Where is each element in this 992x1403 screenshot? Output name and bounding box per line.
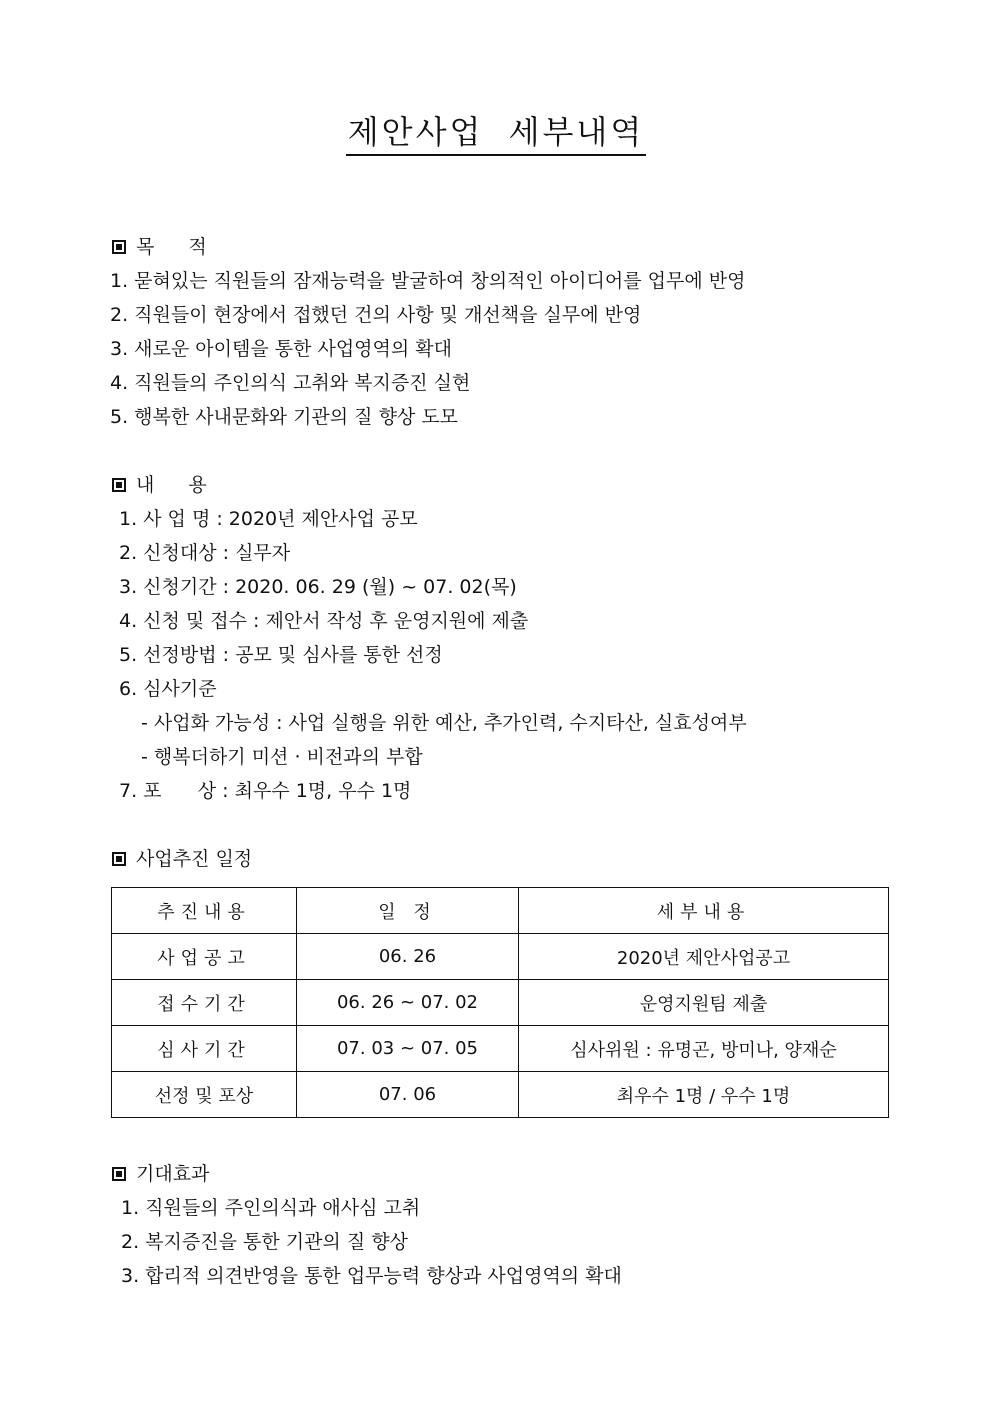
effects-list — [121, 1191, 622, 1293]
section-heading-schedule — [112, 846, 252, 872]
square-bullet-icon — [112, 478, 126, 492]
square-bullet-icon — [112, 1167, 126, 1181]
square-bullet-icon — [112, 240, 126, 254]
table-row — [112, 934, 889, 980]
list-item: 7. 포 상 : 최우수 1명, 우수 1명 — [119, 780, 412, 802]
square-bullet-icon — [112, 852, 126, 866]
section-title-effects: 기대효과 — [136, 1163, 210, 1185]
table-cell: 2020년 제안사업공고 — [519, 934, 889, 980]
table-row — [112, 1072, 889, 1118]
document-title: 제안사업 세부내역 — [346, 112, 646, 156]
table-cell: 07. 06 — [297, 1072, 519, 1118]
table-cell: 06. 26 — [297, 934, 519, 980]
list-item: 3. 새로운 아이템을 통한 사업영역의 확대 — [110, 338, 452, 360]
table-cell: 심사기간 — [112, 1026, 297, 1072]
list-item: 1. 묻혀있는 직원들의 잠재능력을 발굴하여 창의적인 아이디어를 업무에 반영 — [110, 270, 746, 292]
table-cell: 운영지원팀 제출 — [519, 980, 889, 1026]
section-heading-effects — [112, 1161, 209, 1187]
column-header: 추진내용 — [112, 888, 297, 934]
list-item: 6. 심사기준 — [119, 678, 217, 700]
document-title-block — [0, 112, 992, 156]
list-item: 1. 직원들의 주인의식과 애사심 고취 — [121, 1197, 421, 1219]
section-title-purpose: 목 적 — [136, 236, 221, 258]
section-heading-purpose — [112, 234, 221, 260]
table-header-row — [112, 888, 889, 934]
purpose-list — [110, 264, 745, 434]
section-heading-content — [112, 472, 221, 498]
list-item: 2. 복지증진을 통한 기관의 질 향상 — [121, 1231, 408, 1253]
table-cell: 07. 03 ~ 07. 05 — [297, 1026, 519, 1072]
section-title-content: 내 용 — [136, 474, 221, 496]
list-item: 3. 신청기간 : 2020. 06. 29 (월) ~ 07. 02(목) — [119, 576, 517, 598]
column-header: 세부내용 — [519, 888, 889, 934]
table-row — [112, 1026, 889, 1072]
table-cell: 06. 26 ~ 07. 02 — [297, 980, 519, 1026]
table-cell: 접수기간 — [112, 980, 297, 1026]
schedule-table — [111, 887, 889, 1118]
column-header: 일 정 — [297, 888, 519, 934]
content-list — [119, 502, 747, 808]
list-item: 5. 행복한 사내문화와 기관의 질 향상 도모 — [110, 406, 459, 428]
list-item: 1. 사 업 명 : 2020년 제안사업 공모 — [119, 508, 418, 530]
table-cell: 선정 및 포상 — [112, 1072, 297, 1118]
table-cell: 최우수 1명 / 우수 1명 — [519, 1072, 889, 1118]
section-title-schedule: 사업추진 일정 — [136, 848, 253, 870]
list-item: 4. 직원들의 주인의식 고취와 복지증진 실현 — [110, 372, 471, 394]
list-subitem: - 행복더하기 미션 · 비전과의 부합 — [141, 746, 423, 768]
table-cell: 사업공고 — [112, 934, 297, 980]
list-item: 2. 직원들이 현장에서 접했던 건의 사항 및 개선책을 실무에 반영 — [110, 304, 642, 326]
list-item: 4. 신청 및 접수 : 제안서 작성 후 운영지원에 제출 — [119, 610, 529, 632]
table-cell: 심사위원 : 유명곤, 방미나, 양재순 — [519, 1026, 889, 1072]
list-item: 3. 합리적 의견반영을 통한 업무능력 향상과 사업영역의 확대 — [121, 1265, 622, 1287]
table-row — [112, 980, 889, 1026]
list-subitem: - 사업화 가능성 : 사업 실행을 위한 예산, 추가인력, 수지타산, 실효성여부 — [141, 712, 747, 734]
list-item: 5. 선정방법 : 공모 및 심사를 통한 선정 — [119, 644, 443, 666]
list-item: 2. 신청대상 : 실무자 — [119, 542, 291, 564]
